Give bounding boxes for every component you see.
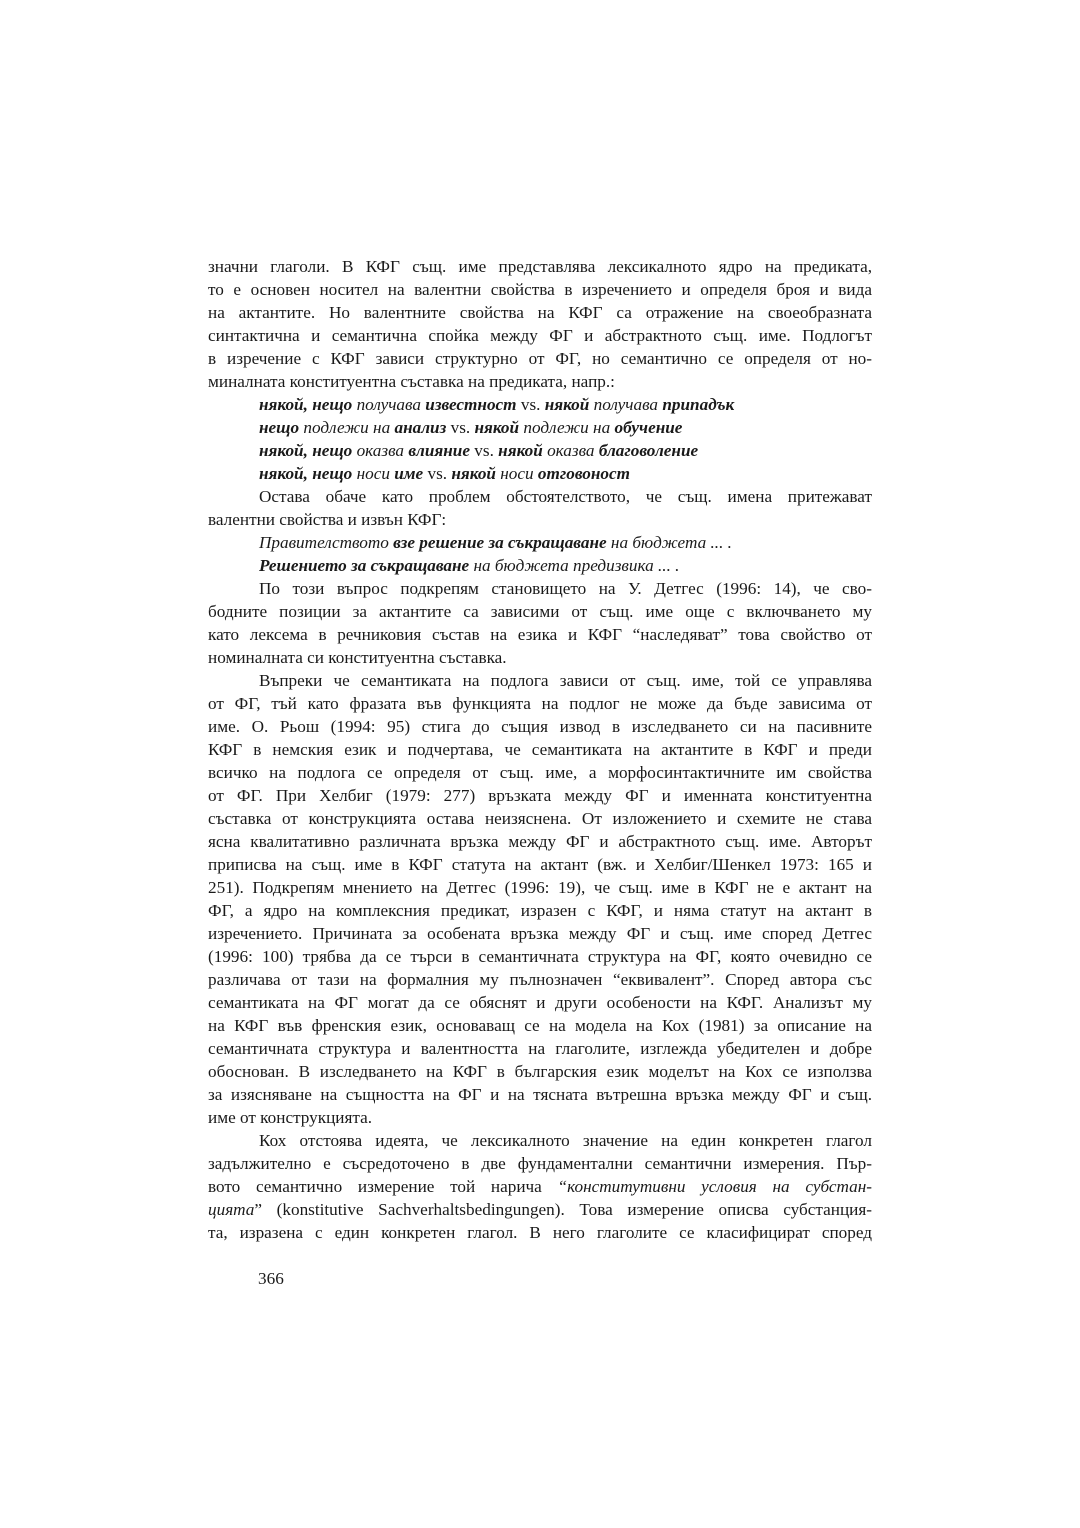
text-line [208, 1175, 872, 1198]
example-emphasis: Решението за съкращаване [259, 556, 470, 575]
text-line: приписва на същ. име в КФГ статута на актант (вж. и Хелбиг/Шенкел 1973: 165 и [208, 855, 872, 874]
text-line: всичко на подлога се определя от същ. име, а морфосинтактичните им свойства [208, 763, 872, 782]
text-line: Кох отстоява идеята, че лексикалното значение на един конкретен глагол [259, 1131, 872, 1150]
text-line: та, изразена с един конкретен глагол. В него глаголите се класифицират според [208, 1223, 872, 1242]
example-vs: vs. [469, 441, 499, 460]
text-line: Въпреки че семантиката на подлога зависи от същ. име, той се управлява [259, 671, 872, 690]
example-subject: някой, нещо [259, 395, 353, 414]
text-line [208, 1198, 872, 1221]
example-verb: получава [352, 395, 426, 414]
example-list-1 [208, 393, 872, 485]
example-text: Правителството [259, 533, 394, 552]
example-emphasis: взе решение за съкращаване [393, 533, 607, 552]
example-text: на бюджета ... . [606, 533, 732, 552]
example-verb: носи [495, 464, 538, 483]
example-verb: оказва [352, 441, 409, 460]
text-line: КФГ в немския език и подчертава, че семантиката на актантите в КФГ и преди [208, 740, 872, 759]
text-line: (1996: 100) трябва да се търси в семантичната структура на ФГ, която очевидно се [208, 947, 872, 966]
text-line: миналната конституентна съставка на предиката, напр.: [208, 372, 615, 391]
example-noun: влияние [408, 441, 470, 460]
text-line: номиналната си конституентна съставка. [208, 648, 507, 667]
text-line: валентни свойства и извън КФГ: [208, 510, 447, 529]
text-line: изречението. Причината за особената връзка между ФГ и същ. име според Детгес [208, 924, 872, 943]
example-verb: подлежи на [519, 418, 615, 437]
text-line: на актантите. Но валентните свойства на КФГ са отражение на своеобразната [208, 303, 872, 322]
paragraph-4 [208, 669, 872, 1129]
example-vs: vs. [516, 395, 545, 414]
text-line: ФГ, а ядро на комплексния предикат, изразен с КФГ, и няма статут на актант в [208, 901, 872, 920]
text-line: ясна квалитативно различната връзка между ФГ и абстрактното същ. име. Авторът [208, 832, 872, 851]
paragraph-5 [208, 1129, 872, 1244]
text-line: име. О. Рьош (1994: 95) стига до същия извод в изследването си на пасивните [208, 717, 872, 736]
paragraph-1 [208, 255, 872, 393]
example-verb: подлежи на [299, 418, 395, 437]
example-line [208, 554, 872, 577]
example-line [208, 439, 872, 462]
example-text: на бюджета предизвика ... . [469, 556, 680, 575]
text-line: от ФГ, тъй като фразата във функцията на подлог не може да бъде зависима от [208, 694, 872, 713]
example-subject: някой [544, 395, 590, 414]
text-line: 251). Подкрепям мнението на Детгес (1996: 19), че същ. име в КФГ не е актант на [208, 878, 872, 897]
text-line: семантиката на ФГ могат да се обяснят и други особености на КФГ. Анализът му [208, 993, 872, 1012]
example-line [208, 416, 872, 439]
example-line [208, 462, 872, 485]
text-line: Остава обаче като проблем обстоятелството, че същ. имена притежават [259, 487, 872, 506]
text-line: то е основен носител на валентни свойства в изречението и определя броя и вида [208, 280, 872, 299]
text-line: синтактична и семантична спойка между ФГ и абстрактното същ. име. Подлогът [208, 326, 872, 345]
text-line: семантичната структура и валентността на глаголите, изглежда убедителен и добре [208, 1039, 872, 1058]
example-subject: нещо [259, 418, 300, 437]
example-list-2 [208, 531, 872, 577]
example-verb: получава [589, 395, 663, 414]
example-subject: някой [498, 441, 543, 460]
text-line: различава от тази на формалния му пълнозначен “еквивалент”. Според автора със [208, 970, 872, 989]
text-line: на КФГ във френския език, основаващ се на модела на Кох (1981) за описание на [208, 1016, 872, 1035]
example-noun: име [394, 464, 424, 483]
example-noun: известност [425, 395, 517, 414]
example-line [208, 531, 872, 554]
example-subject: някой [474, 418, 520, 437]
example-noun: отговоност [537, 464, 631, 483]
text-line: обоснован. В изследването на КФГ в българския език моделът на Кох се използва [208, 1062, 872, 1081]
page-number: 366 [258, 1269, 284, 1288]
text-line: за изясняване на същността на ФГ и на тясната вътрешна връзка между ФГ и същ. [208, 1085, 872, 1104]
text-line: съставка от конструкцията остава неизяснена. От изложението и схемите не става [208, 809, 872, 828]
example-verb: оказва [542, 441, 599, 460]
text-line: задължително е съсредоточено в две фундаментални семантични измерения. Пър- [208, 1154, 872, 1173]
text-line: от ФГ. При Хелбиг (1979: 277) връзката между ФГ и именната конституентна [208, 786, 872, 805]
example-line [208, 393, 872, 416]
paragraph-3 [208, 577, 872, 669]
term-italic: “конститутивни условия на субстан- [557, 1177, 872, 1196]
paragraph-2 [208, 485, 872, 531]
text-line: значни глаголи. В КФГ същ. име представлява лексикалното ядро на предиката, [208, 257, 872, 276]
text-line: като лексема в речниковия състав на езика и КФГ “наследяват” това свойство от [208, 625, 872, 644]
example-vs: vs. [423, 464, 452, 483]
text-line: По този въпрос подкрепям становището на У. Детгес (1996: 14), че сво- [259, 579, 872, 598]
text-line: в изречение с КФГ зависи структурно от ФГ, но семантично се определя от но- [208, 349, 872, 368]
example-verb: носи [352, 464, 395, 483]
page-body [208, 255, 872, 1244]
text-line: име от конструкцията. [208, 1108, 373, 1127]
example-noun: благоволение [598, 441, 699, 460]
example-noun: припадък [662, 395, 735, 414]
text-segment: вото семантично измерение той нарича [208, 1177, 558, 1196]
text-line: бодните позиции за актантите са зависими от същ. име още с включването му [208, 602, 872, 621]
example-vs: vs. [446, 418, 475, 437]
term-italic: цията [208, 1200, 255, 1219]
example-subject: някой, нещо [259, 464, 353, 483]
example-noun: анализ [394, 418, 447, 437]
text-segment: ” (konstitutive Sachverhaltsbedingungen). Това измерение описва субстанция- [254, 1200, 872, 1219]
example-subject: някой [451, 464, 496, 483]
example-subject: някой, нещо [259, 441, 353, 460]
example-noun: обучение [614, 418, 683, 437]
